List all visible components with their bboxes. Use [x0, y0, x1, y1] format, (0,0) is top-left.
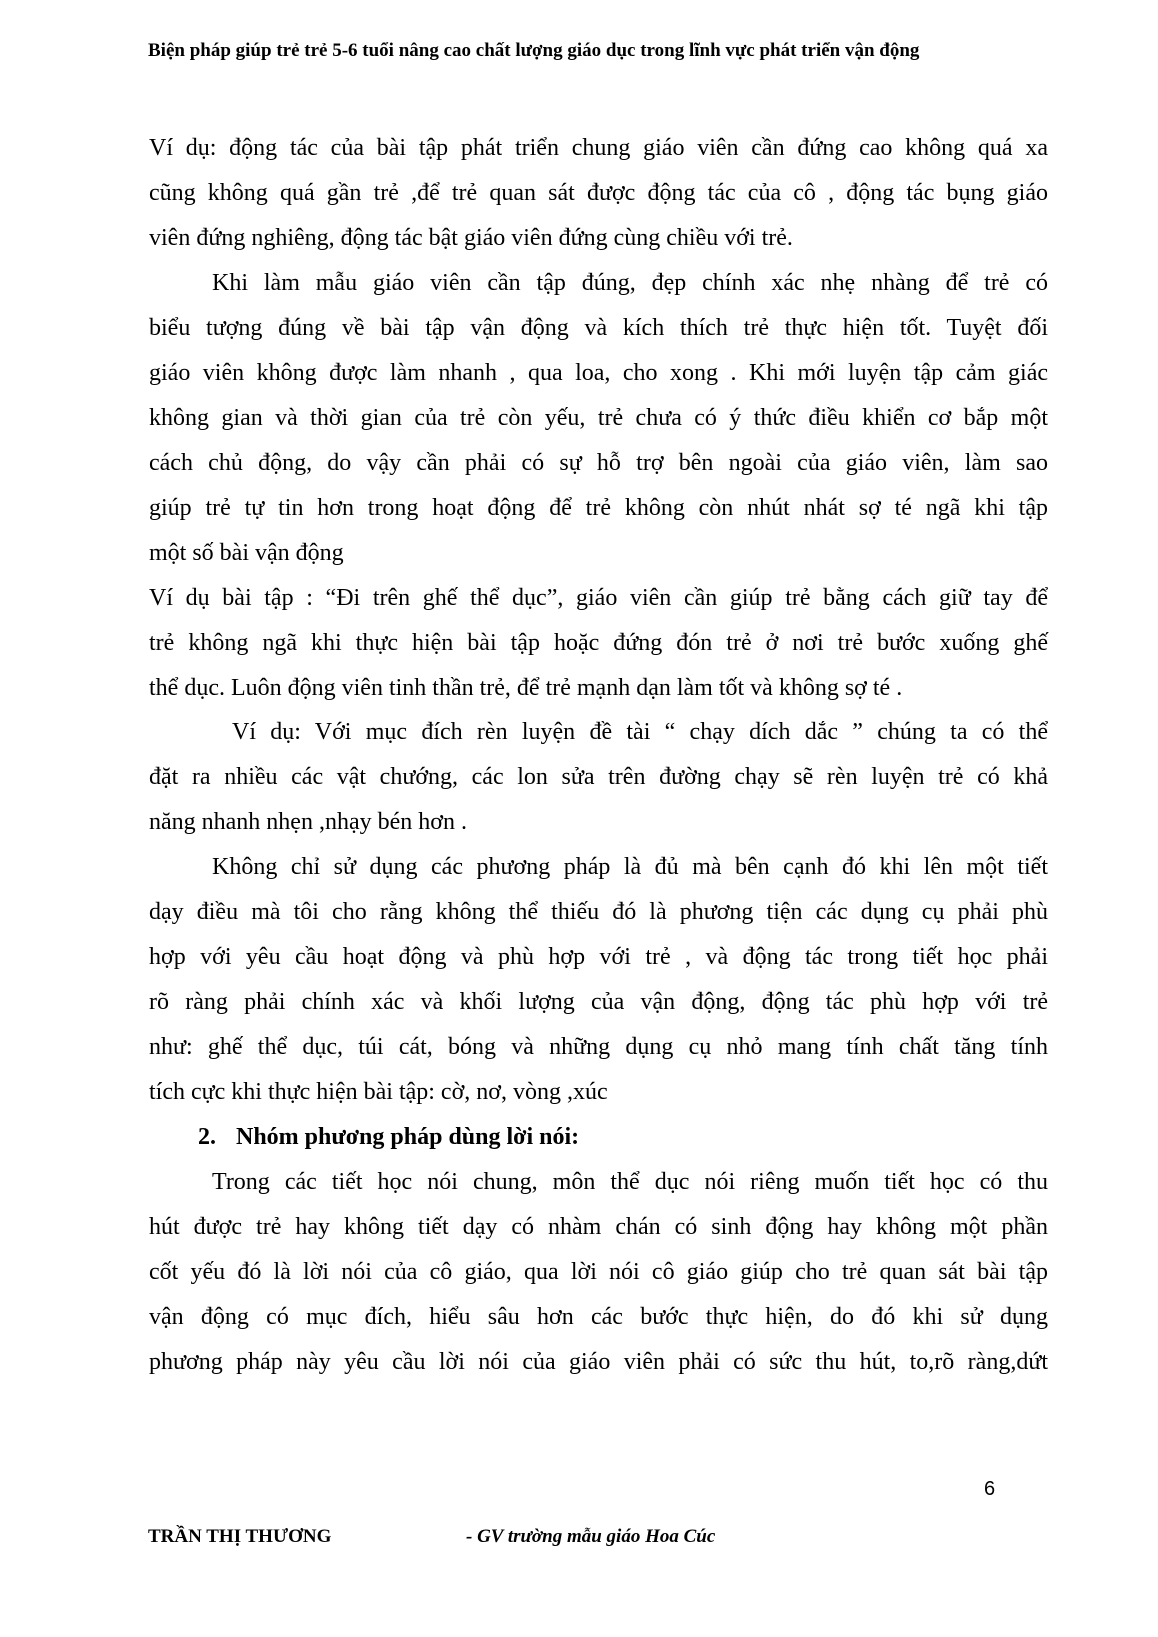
- body-line: giúp trẻ tự tin hơn trong hoạt động để trẻ không còn nhút nhát sợ té ngã khi tập: [149, 495, 1048, 521]
- body-line: đặt ra nhiều các vật chướng, các lon sửa trên đường chạy sẽ rèn luyện trẻ có khả: [149, 764, 1048, 790]
- body-line: Ví dụ: động tác của bài tập phát triển chung giáo viên cần đứng cao không quá xa: [149, 135, 1048, 161]
- body-line: thể dục. Luôn động viên tinh thần trẻ, để trẻ mạnh dạn làm tốt và không sợ té .: [149, 675, 903, 701]
- body-line: Ví dụ: Với mục đích rèn luyện đề tài “ chạy dích dắc ” chúng ta có thể: [232, 719, 1048, 745]
- body-line: một số bài vận động: [149, 540, 344, 566]
- body-line: không gian và thời gian của trẻ còn yếu, trẻ chưa có ý thức điều khiển cơ bắp một: [149, 405, 1048, 431]
- document-header: Biện pháp giúp trẻ trẻ 5-6 tuổi nâng cao chất lượng giáo dục trong lĩnh vực phát triển vận động: [148, 40, 920, 61]
- footer-school: - GV trường mẫu giáo Hoa Cúc: [466, 1526, 716, 1547]
- body-line: cốt yếu đó là lời nói của cô giáo, qua lời nói cô giáo giúp cho trẻ quan sát bài tập: [149, 1259, 1048, 1285]
- body-line: Trong các tiết học nói chung, môn thể dục nói riêng muốn tiết học có thu: [212, 1169, 1048, 1195]
- body-line: giáo viên không được làm nhanh , qua loa, cho xong . Khi mới luyện tập cảm giác: [149, 360, 1048, 386]
- body-line: viên đứng nghiêng, động tác bật giáo viên đứng cùng chiều với trẻ.: [149, 225, 793, 251]
- body-line: hút được trẻ hay không tiết dạy có nhàm chán có sinh động hay không một phần: [149, 1214, 1048, 1240]
- body-line: vận động có mục đích, hiểu sâu hơn các bước thực hiện, do đó khi sử dụng: [149, 1304, 1048, 1330]
- section-number: 2.: [198, 1124, 216, 1150]
- body-line: rõ ràng phải chính xác và khối lượng của vận động, động tác phù hợp với trẻ: [149, 989, 1048, 1015]
- body-line: Không chỉ sử dụng các phương pháp là đủ mà bên cạnh đó khi lên một tiết: [212, 854, 1048, 880]
- body-line: trẻ không ngã khi thực hiện bài tập hoặc đứng đón trẻ ở nơi trẻ bước xuống ghế: [149, 630, 1048, 656]
- body-line: cách chủ động, do vậy cần phải có sự hỗ trợ bên ngoài của giáo viên, làm sao: [149, 450, 1048, 476]
- body-line: Khi làm mẫu giáo viên cần tập đúng, đẹp chính xác nhẹ nhàng để trẻ có: [212, 270, 1048, 296]
- body-line: cũng không quá gần trẻ ,để trẻ quan sát được động tác của cô , động tác bụng giáo: [149, 180, 1048, 206]
- section-title: Nhóm phương pháp dùng lời nói:: [236, 1124, 580, 1150]
- body-line: dạy điều mà tôi cho rằng không thể thiếu đó là phương tiện các dụng cụ phải phù: [149, 899, 1048, 925]
- section-heading: [198, 1124, 579, 1151]
- page-number: 6: [984, 1478, 996, 1500]
- body-line: như: ghế thể dục, túi cát, bóng và những dụng cụ nhỏ mang tính chất tăng tính: [149, 1034, 1048, 1060]
- body-line: biểu tượng đúng về bài tập vận động và kích thích trẻ thực hiện tốt. Tuyệt đối: [149, 315, 1048, 341]
- body-line: năng nhanh nhẹn ,nhạy bén hơn .: [149, 809, 467, 835]
- body-line: Ví dụ bài tập : “Đi trên ghế thể dục”, giáo viên cần giúp trẻ bằng cách giữ tay để: [149, 585, 1048, 611]
- body-line: tích cực khi thực hiện bài tập: cờ, nơ, vòng ,xúc: [149, 1079, 608, 1105]
- body-line: hợp với yêu cầu hoạt động và phù hợp với trẻ , và động tác trong tiết học phải: [149, 944, 1048, 970]
- footer-author: TRẦN THỊ THƯƠNG: [148, 1526, 332, 1547]
- body-line: phương pháp này yêu cầu lời nói của giáo viên phải có sức thu hút, to,rõ ràng,dứt: [149, 1349, 1048, 1375]
